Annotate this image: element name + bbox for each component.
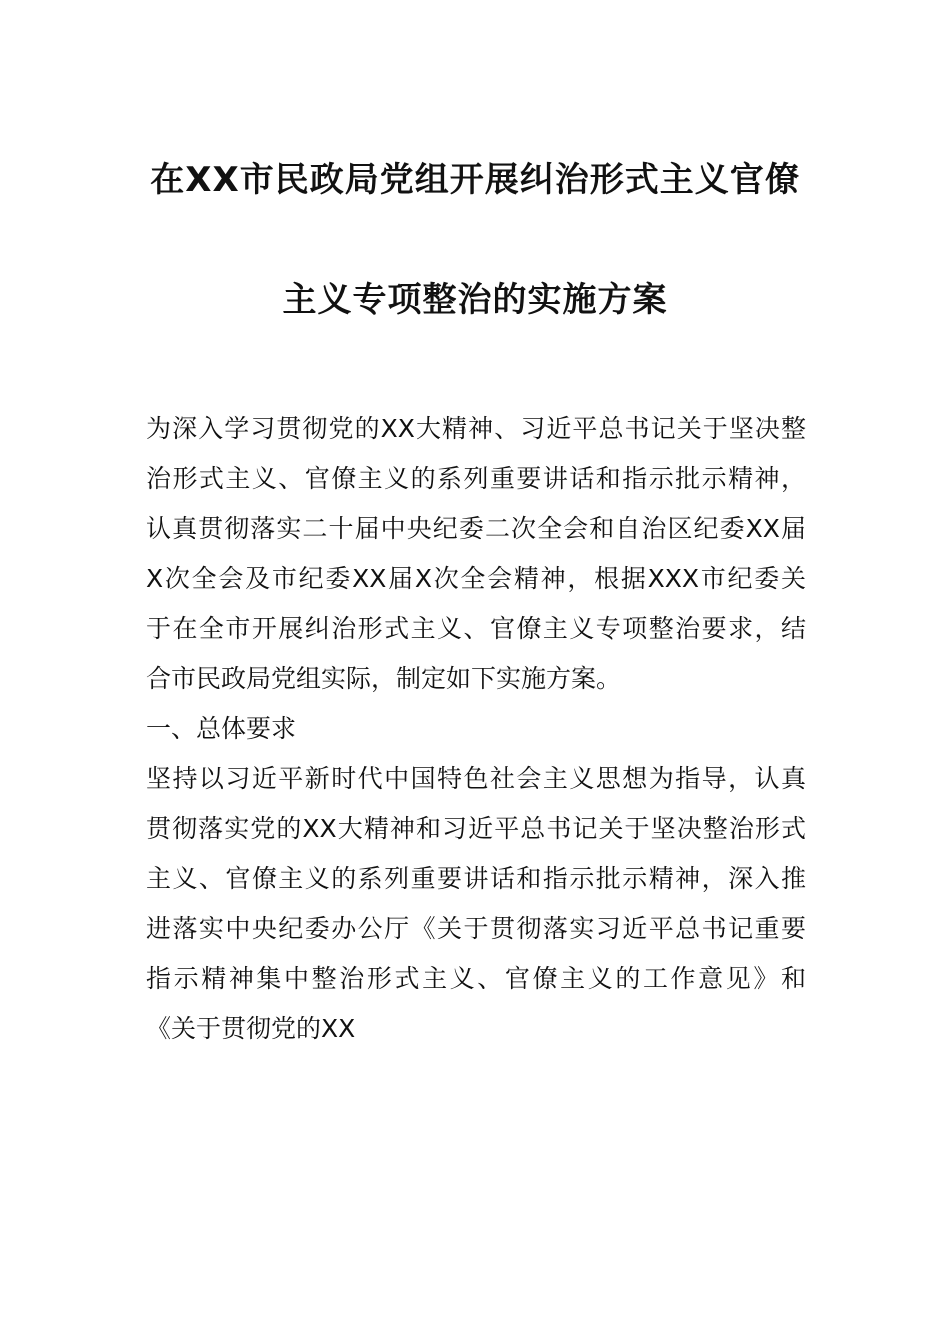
- paragraph-2-line-3: 主义、官僚主义的系列重要讲话和指示批示精神，深入推: [146, 864, 806, 893]
- paragraph-2-line-2: 贯彻落实党的XX大精神和习近平总书记关于坚决整治形式: [146, 814, 806, 843]
- paragraph-1-line-6: 合市民政局党组实际，制定如下实施方案。: [146, 664, 622, 693]
- paragraph-2-line-4: 进落实中央纪委办公厅《关于贯彻落实习近平总书记重要: [146, 914, 806, 943]
- paragraph-2-line-5: 指示精神集中整治形式主义、官僚主义的工作意见》和: [146, 964, 806, 993]
- document-title-line-1: 在XX市民政局党组开展纠治形式主义官僚: [150, 160, 800, 200]
- paragraph-1-line-1: 为深入学习贯彻党的XX大精神、习近平总书记关于坚决整: [146, 414, 806, 443]
- paragraph-1-line-4: X次全会及市纪委XX届X次全会精神，根据XXX市纪委关: [146, 564, 806, 593]
- paragraph-1-line-5: 于在全市开展纠治形式主义、官僚主义专项整治要求，结: [146, 614, 806, 643]
- document-title-line-2: 主义专项整治的实施方案: [282, 280, 668, 320]
- section-1-heading: 一、总体要求: [146, 714, 297, 743]
- paragraph-2-line-1: 坚持以习近平新时代中国特色社会主义思想为指导，认真: [146, 764, 806, 793]
- paragraph-1-line-2: 治形式主义、官僚主义的系列重要讲话和指示批示精神，: [146, 464, 806, 493]
- paragraph-2-line-6: 《关于贯彻党的XX: [146, 1014, 356, 1043]
- paragraph-1-line-3: 认真贯彻落实二十届中央纪委二次全会和自治区纪委XX届: [146, 514, 806, 543]
